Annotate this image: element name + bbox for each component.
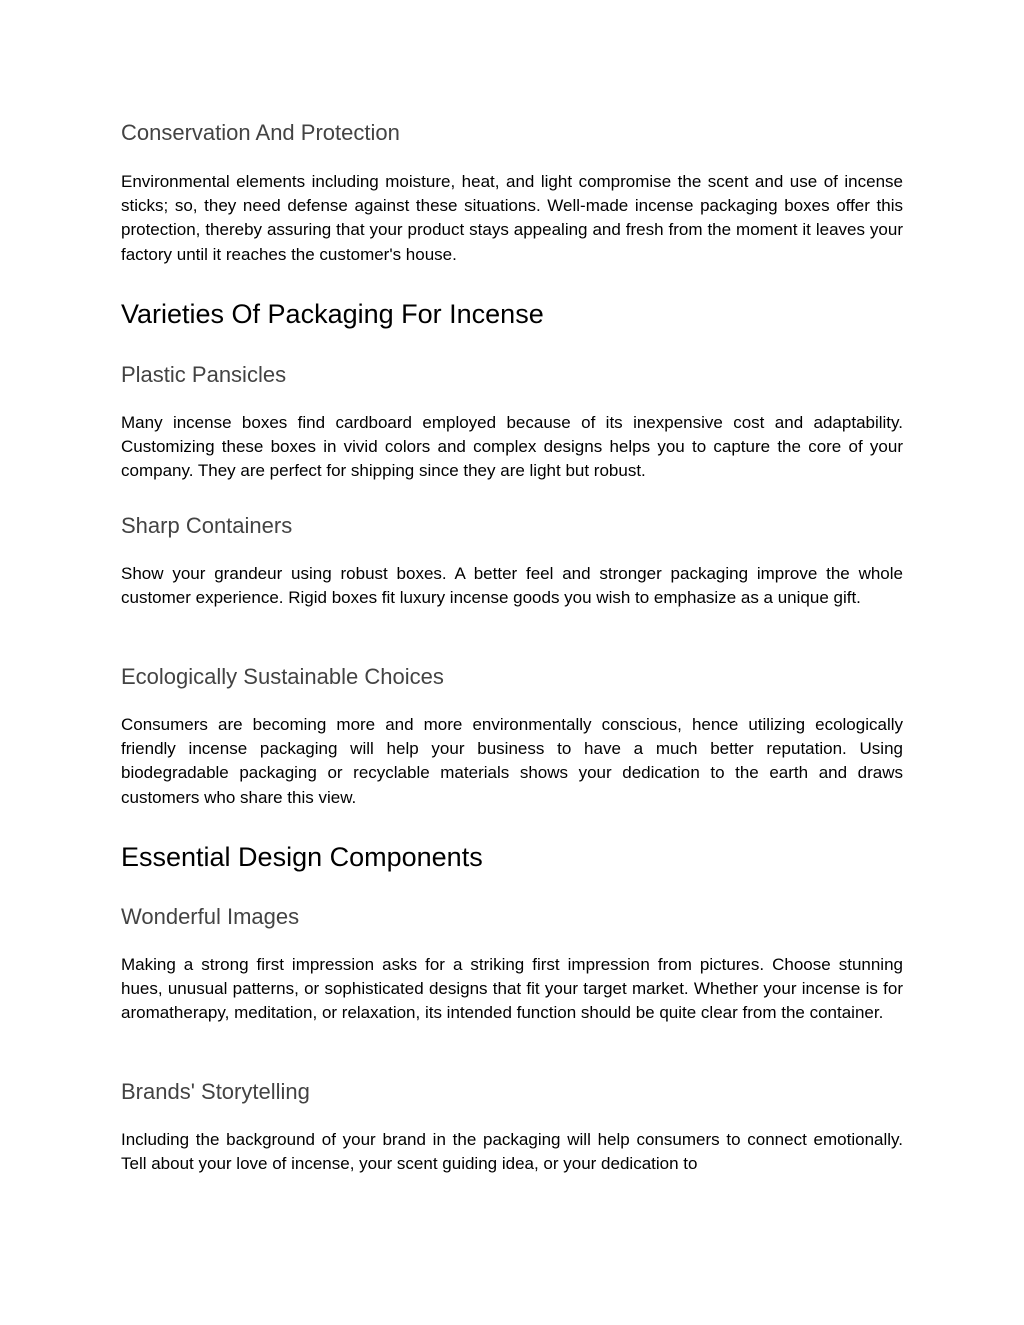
section-heading-brand-storytelling: Brands' Storytelling xyxy=(121,1079,310,1104)
section-heading-eco-choices: Ecologically Sustainable Choices xyxy=(121,664,444,689)
paragraph-eco-choices: Consumers are becoming more and more environmentally conscious, hence utilizing ecologically friendly incense packaging will help your business to have a much better reputation. Using biodegradable packaging or recyclable materials shows your dedication to the earth and draws customers who share this view. xyxy=(121,715,903,807)
section-title-design-components: Essential Design Components xyxy=(121,842,483,872)
section-heading-sharp-containers: Sharp Containers xyxy=(121,513,293,538)
paragraph-wonderful-images: Making a strong first impression asks for a striking first impression from pictures. Choose stunning hues, unusual patterns, or sophisticated designs that fit your target market. Whether your incense is for aromatherapy, meditation, or relaxation, its intended function should be quite clear from the container. xyxy=(121,955,903,1023)
section-heading-conservation: Conservation And Protection xyxy=(121,120,400,145)
section-title-varieties: Varieties Of Packaging For Incense xyxy=(121,299,544,329)
paragraph-plastic-pansicles: Many incense boxes find cardboard employed because of its inexpensive cost and adaptability. Customizing these boxes in vivid colors and complex designs helps you to capture the core of your company. They are perfect for shipping since they are light but robust. xyxy=(121,413,903,481)
paragraph-brand-storytelling: Including the background of your brand in the packaging will help consumers to connect emotionally. Tell about your love of incense, your scent guiding idea, or your dedication to xyxy=(121,1130,903,1174)
section-heading-wonderful-images: Wonderful Images xyxy=(121,904,300,929)
paragraph-conservation: Environmental elements including moisture, heat, and light compromise the scent and use of incense sticks; so, they need defense against these situations. Well-made incense packaging boxes offer this protection, thereby assuring that your product stays appealing and fresh from the moment it leaves your factory until it reaches the customer's house. xyxy=(121,172,903,264)
paragraph-sharp-containers: Show your grandeur using robust boxes. A better feel and stronger packaging improve the whole customer experience. Rigid boxes fit luxury incense goods you wish to emphasize as a unique gift. xyxy=(121,564,903,608)
section-heading-plastic-pansicles: Plastic Pansicles xyxy=(121,362,287,387)
